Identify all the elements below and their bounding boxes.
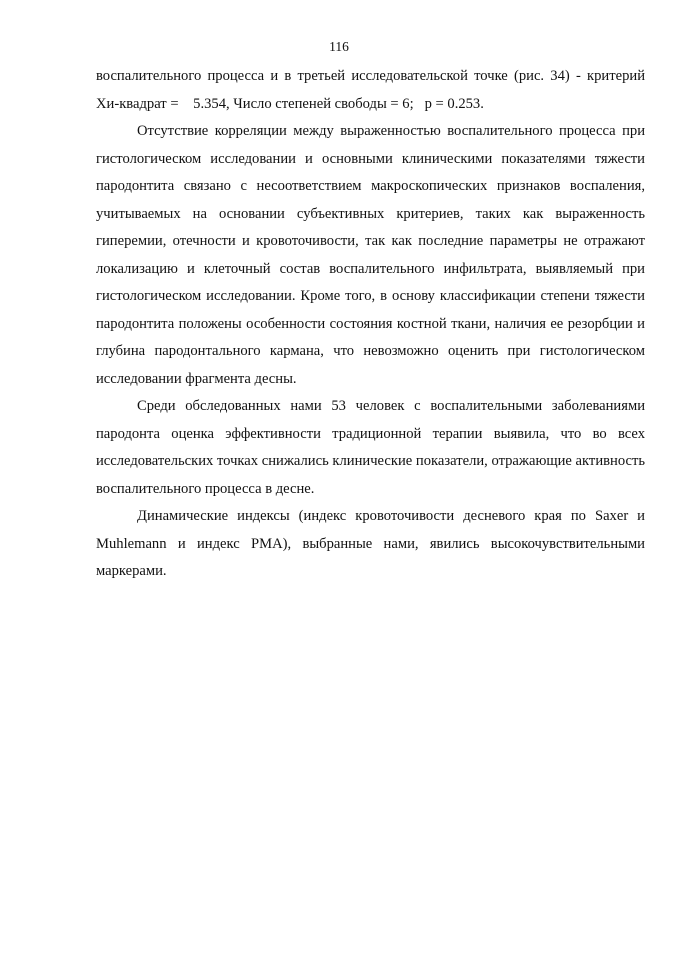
paragraph-2: Отсутствие корреляции между выраженностью воспалительного процесса при гистологическом исследовании и основными клиническими показателями тяжести пародонтита связано с несоответствием макроскопических признаков воспаления, учитываемых на основании субъективных критериев, таких как выраженность гиперемии, отечности и кровоточивости, так как последние параметры не отражают локализацию и клеточный состав воспалительного инфильтрата, выявляемый при гистологическом исследовании. Кроме того, в основу классификации степени тяжести пародонтита положены особенности состояния костной ткани, наличия ее резорбции и глубина пародонтального кармана, что невозможно оценить при гистологическом исследовании фрагмента десны.	[96, 123, 645, 387]
paragraph-1-text: воспалительного процесса и в третьей исследовательской точке (рис. 34) - критерий Хи-квадрат =	[96, 68, 645, 112]
body-text	[96, 63, 645, 586]
paragraph-4: Динамические индексы (индекс кровоточивости десневого края по Saxer и Muhlemann и индекс РМА), выбранные нами, явились высокочувствительными маркерами.	[96, 508, 645, 579]
chi-square-stats: 5.354, Число степеней свободы = 6; p = 0.253.	[182, 95, 484, 112]
page-number: 116	[329, 39, 349, 54]
paragraph-3: Среди обследованных нами 53 человек с воспалительными заболеваниями пародонта оценка эффективности традиционной терапии выявила, что во всех исследовательских точках снижались клинические показатели, отражающие активность воспалительного процесса в десне.	[96, 398, 645, 497]
paragraph-1	[96, 63, 645, 118]
